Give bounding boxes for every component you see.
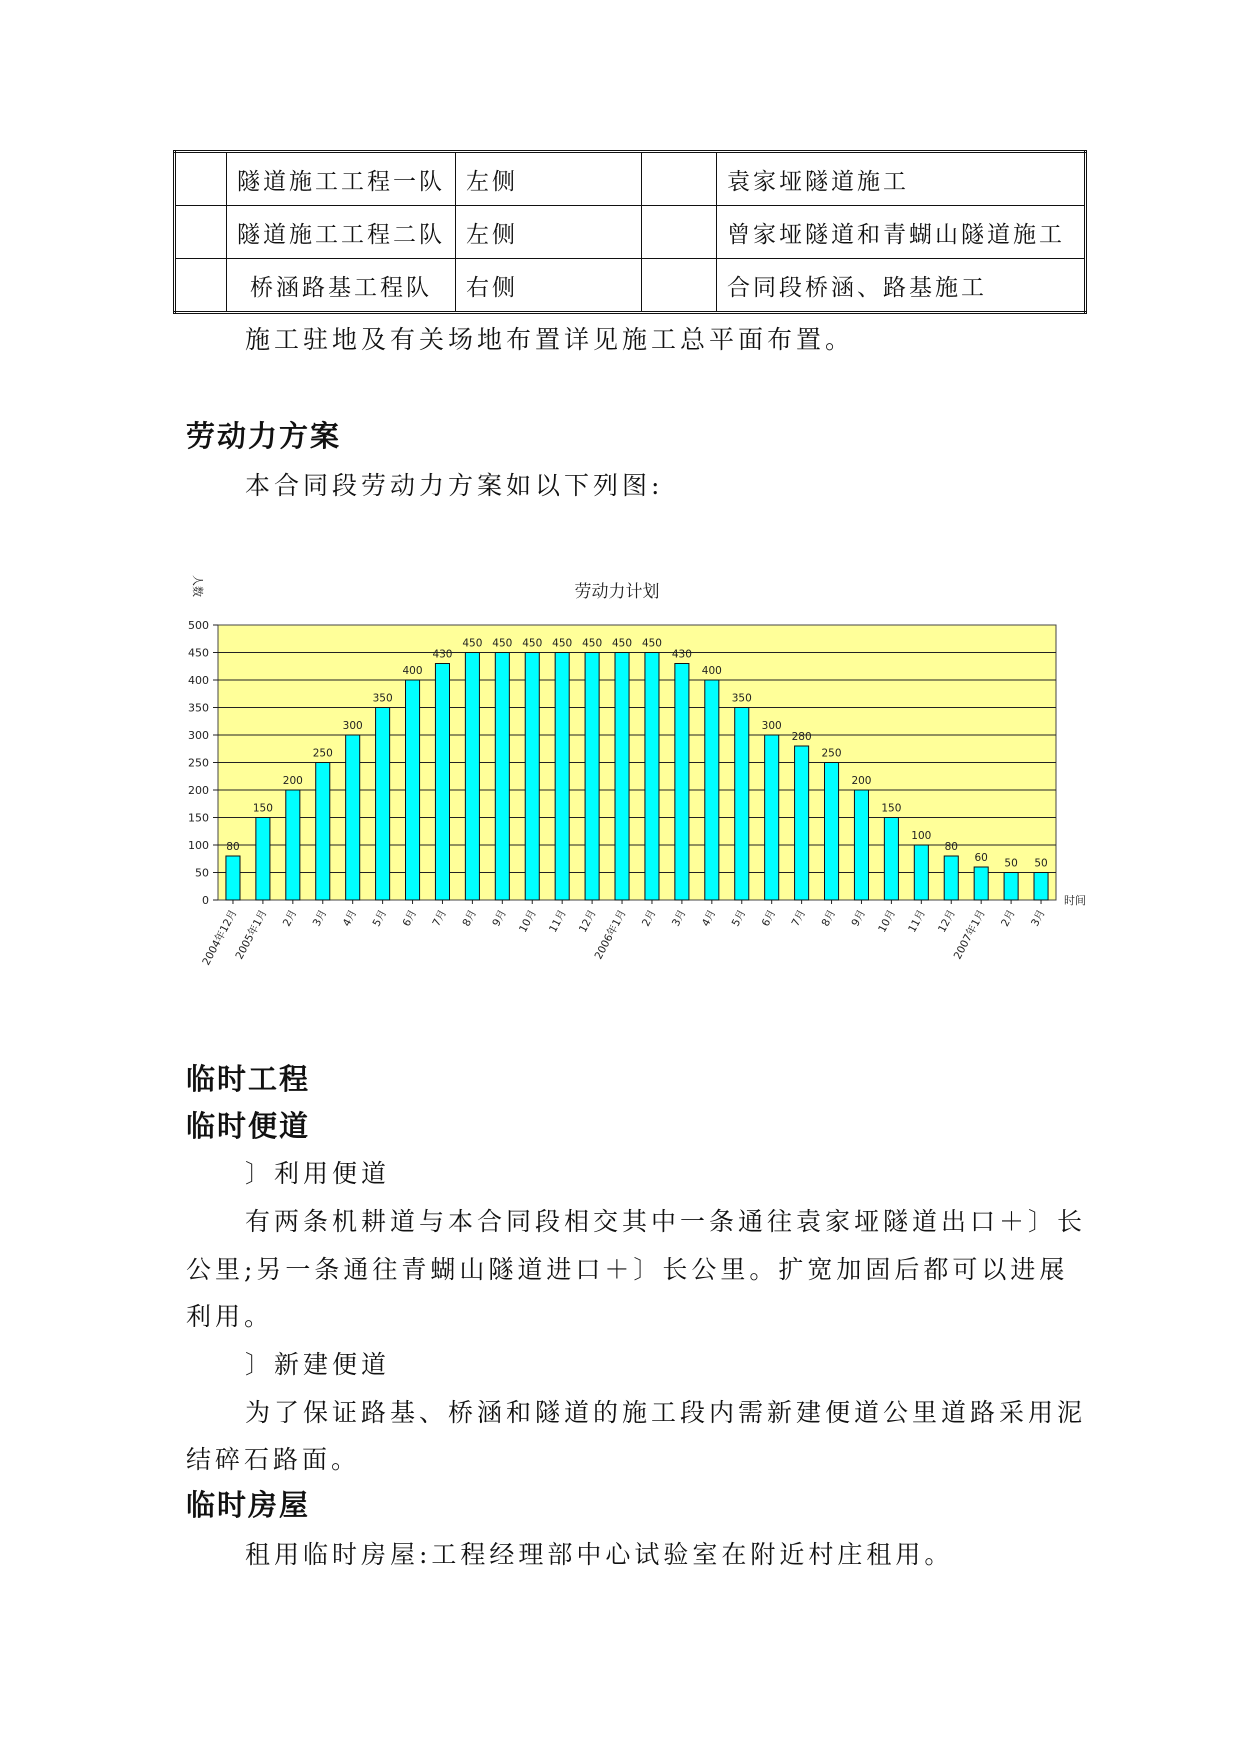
x-tick-label: 11月 (547, 907, 569, 935)
paragraph-site-layout: 施工驻地及有关场地布置详见施工总平面布置。 (245, 325, 855, 354)
y-tick-label: 200 (188, 784, 209, 797)
x-tick-label: 5月 (370, 907, 390, 929)
data-label: 50 (1004, 857, 1018, 870)
x-tick-label: 4月 (699, 907, 719, 929)
data-label: 400 (701, 665, 722, 677)
table-cell-unit: 隧道施工工程二队 (227, 206, 456, 259)
x-tick-label: 4月 (340, 907, 360, 929)
heading-temporary-road: 临时便道 (186, 1109, 311, 1143)
paragraph-new-road-line2: 结碎石路面。 (186, 1445, 361, 1474)
table-cell-task: 合同段桥涵、路基施工 (717, 259, 1086, 313)
x-tick-label: 12月 (936, 907, 958, 935)
x-tick-label: 10月 (876, 907, 899, 935)
x-tick-label: 2005年1月 (233, 907, 270, 962)
y-tick-label: 50 (195, 866, 209, 880)
bar (914, 845, 928, 900)
bar (675, 664, 689, 901)
bar (1034, 873, 1048, 901)
data-label: 400 (402, 665, 423, 677)
x-tick-label: 9月 (490, 907, 509, 929)
chart-title: 劳动力计划 (574, 582, 660, 602)
table-cell-empty (642, 206, 717, 259)
data-label: 200 (851, 775, 872, 787)
heading-labor-plan: 劳动力方案 (186, 419, 342, 453)
bar (435, 664, 449, 901)
table-cell-empty (175, 152, 227, 206)
data-label: 350 (372, 692, 393, 705)
table-cell-empty (642, 259, 717, 313)
data-label: 100 (911, 830, 932, 842)
x-tick-label: 3月 (669, 907, 689, 929)
bar (1004, 873, 1018, 901)
x-tick-label: 2007年1月 (951, 907, 988, 962)
y-tick-label: 100 (188, 839, 209, 852)
x-tick-label: 7月 (789, 907, 809, 929)
data-label: 350 (731, 692, 752, 705)
table-cell-empty (175, 259, 227, 313)
data-label: 450 (582, 637, 603, 650)
bar (495, 653, 509, 901)
data-label: 280 (791, 731, 812, 743)
bar (944, 856, 958, 900)
bar (585, 653, 599, 901)
data-label: 450 (641, 637, 662, 650)
x-tick-label: 2月 (280, 907, 300, 929)
data-label: 80 (944, 841, 958, 853)
paragraph-existing-road-line3: 利用。 (186, 1302, 274, 1331)
x-tick-label: 2004年12月 (200, 907, 240, 968)
table-cell-unit: 桥涵路基工程队 (227, 259, 456, 313)
table-row (175, 152, 1086, 206)
bar (735, 708, 749, 901)
bar (376, 708, 390, 901)
heading-temporary-works: 临时工程 (186, 1062, 311, 1096)
heading-temporary-housing: 临时房屋 (186, 1488, 311, 1522)
paragraph-existing-road-line1: 有两条机耕道与本合同段相交其中一条通往袁家垭隧道出口＋〕长 (245, 1207, 1087, 1236)
x-tick-label: 10月 (517, 907, 539, 935)
table-cell-side: 左侧 (456, 206, 642, 259)
labor-plan-chart (178, 560, 1108, 980)
data-label: 450 (552, 637, 573, 650)
bar (346, 735, 360, 900)
x-tick-label: 8月 (460, 907, 480, 929)
data-label: 60 (974, 852, 988, 864)
y-tick-label: 250 (188, 756, 209, 770)
bar (615, 653, 629, 901)
table-cell-side: 右侧 (456, 259, 642, 313)
x-tick-label: 3月 (1029, 907, 1048, 929)
bar (525, 653, 539, 901)
data-label: 80 (226, 841, 240, 853)
table-cell-empty (175, 206, 227, 259)
x-tick-label: 2月 (999, 907, 1018, 929)
data-label: 50 (1034, 857, 1048, 870)
x-tick-label: 3月 (310, 907, 330, 929)
construction-units-table (173, 150, 1087, 314)
bar (854, 790, 868, 900)
bar (316, 763, 330, 901)
y-tick-label: 400 (188, 674, 209, 687)
bar (645, 653, 659, 901)
x-tick-label: 2月 (639, 907, 659, 929)
data-label: 200 (282, 775, 303, 787)
data-label: 450 (492, 637, 513, 650)
bar (795, 746, 809, 900)
bar (406, 680, 420, 900)
table-cell-task: 袁家垭隧道施工 (717, 152, 1086, 206)
y-tick-label: 0 (202, 894, 209, 907)
y-tick-label: 150 (188, 811, 209, 825)
data-label: 430 (671, 648, 692, 661)
table-cell-side: 左侧 (456, 152, 642, 206)
bar (226, 856, 240, 900)
bar (465, 653, 479, 901)
bar (974, 867, 988, 900)
table-cell-task: 曾家垭隧道和青蝴山隧道施工 (717, 206, 1086, 259)
table-cell-empty (642, 152, 717, 206)
data-label: 430 (432, 648, 453, 661)
table-row (175, 206, 1086, 259)
bar (256, 818, 270, 901)
y-tick-label: 300 (188, 729, 209, 742)
paragraph-labor-intro: 本合同段劳动力方案如以下列图: (245, 471, 664, 500)
x-axis-label: 时间 (1064, 894, 1086, 907)
x-tick-label: 12月 (576, 907, 599, 935)
data-label: 450 (522, 637, 543, 650)
x-tick-label: 7月 (430, 907, 450, 929)
data-label: 450 (462, 637, 483, 650)
x-tick-label: 6月 (759, 907, 779, 929)
bar (884, 818, 898, 901)
paragraph-new-road-line1: 为了保证路基、桥涵和隧道的施工段内需新建便道公里道路采用泥 (245, 1398, 1087, 1427)
y-tick-label: 500 (188, 619, 209, 632)
x-tick-label: 2006年1月 (592, 907, 629, 962)
data-label: 250 (821, 747, 842, 760)
data-label: 150 (881, 802, 902, 815)
x-tick-label: 5月 (729, 907, 749, 929)
data-label: 300 (761, 720, 782, 732)
y-axis-label: 人数 (191, 575, 204, 597)
paragraph-existing-road-title: 〕利用便道 (245, 1159, 391, 1188)
data-label: 300 (342, 720, 363, 732)
bar (765, 735, 779, 900)
bar (555, 653, 569, 901)
data-label: 450 (612, 637, 633, 650)
data-label: 250 (312, 747, 333, 760)
bar (825, 763, 839, 901)
table-cell-unit: 隧道施工工程一队 (227, 152, 456, 206)
bar (705, 680, 719, 900)
x-tick-label: 9月 (849, 907, 869, 929)
bar (286, 790, 300, 900)
y-tick-label: 450 (188, 646, 209, 660)
data-label: 150 (252, 802, 273, 815)
x-tick-label: 6月 (400, 907, 420, 929)
x-tick-label: 8月 (819, 907, 839, 929)
paragraph-new-road-title: 〕新建便道 (245, 1350, 391, 1379)
paragraph-existing-road-line2: 公里;另一条通往青蝴山隧道进口＋〕长公里。扩宽加固后都可以进展 (186, 1255, 1069, 1284)
paragraph-temporary-housing: 租用临时房屋:工程经理部中心试验室在附近村庄租用。 (245, 1540, 954, 1569)
x-tick-label: 11月 (906, 907, 928, 935)
y-tick-label: 350 (188, 701, 209, 715)
table-row (175, 259, 1086, 313)
